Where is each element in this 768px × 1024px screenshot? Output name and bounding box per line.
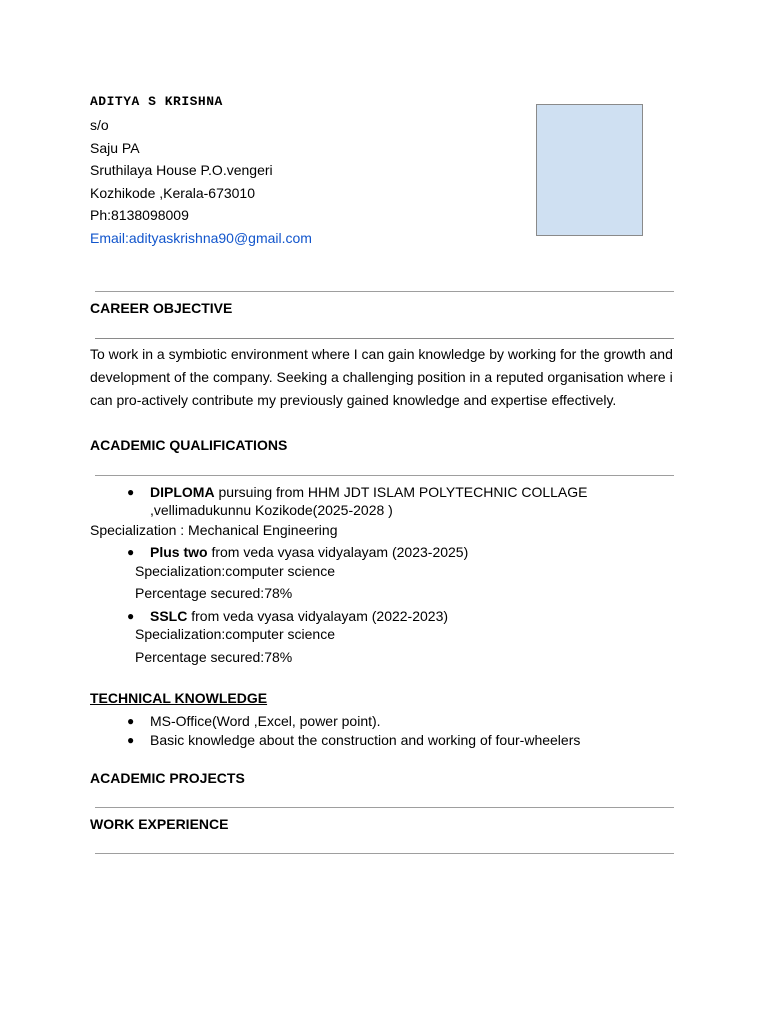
- plustwo-title: Plus two: [150, 544, 208, 560]
- bullet-icon: ●: [127, 714, 135, 728]
- technical-item: MS-Office(Word ,Excel, power point).: [150, 713, 381, 729]
- diploma-line: [150, 484, 587, 500]
- photo-placeholder: [536, 104, 643, 236]
- bullet-icon: ●: [127, 545, 135, 559]
- address-house: Sruthilaya House P.O.vengeri: [90, 162, 273, 178]
- divider: [95, 807, 674, 808]
- sslc-percentage: Percentage secured:78%: [135, 649, 293, 665]
- plustwo-line: [150, 544, 468, 560]
- sslc-line: [150, 608, 448, 624]
- sslc-specialization: Specialization:computer science: [135, 626, 335, 642]
- diploma-location: ,vellimadukunnu Kozikode(2025-2028 ): [150, 502, 393, 518]
- sslc-institution: from veda vyasa vidyalayam (2022-2023): [187, 608, 449, 624]
- address-city: Kozhikode ,Kerala-673010: [90, 185, 256, 201]
- relation-line: s/o: [90, 117, 109, 133]
- email-link[interactable]: Email:adityaskrishna90@gmail.com: [90, 230, 312, 246]
- divider: [95, 853, 674, 854]
- technical-item: Basic knowledge about the construction and working of four-wheelers: [150, 732, 581, 748]
- plustwo-specialization: Specialization:computer science: [135, 563, 335, 579]
- bullet-icon: ●: [127, 609, 135, 623]
- candidate-name: ADITYA S KRISHNA: [90, 94, 223, 109]
- divider: [95, 291, 674, 292]
- bullet-icon: ●: [127, 733, 135, 747]
- career-objective-text: To work in a symbiotic environment where I can gain knowledge by working for the growth and development of the company. Seeking a challenging position in a reputed organisation where i can pro-actively contribute my previously gained knowledge and expertise effectively.: [90, 346, 673, 408]
- father-name: Saju PA: [90, 140, 140, 156]
- phone-number: Ph:8138098009: [90, 207, 189, 223]
- diploma-institution: pursuing from HHM JDT ISLAM POLYTECHNIC COLLAGE: [214, 484, 588, 500]
- divider: [95, 475, 674, 476]
- diploma-title: DIPLOMA: [150, 484, 215, 500]
- plustwo-percentage: Percentage secured:78%: [135, 585, 293, 601]
- academic-qualifications-heading: ACADEMIC QUALIFICATIONS: [90, 437, 288, 453]
- technical-knowledge-heading: TECHNICAL KNOWLEDGE: [90, 690, 268, 706]
- academic-projects-heading: ACADEMIC PROJECTS: [90, 770, 245, 786]
- sslc-title: SSLC: [150, 608, 188, 624]
- bullet-icon: ●: [127, 485, 135, 499]
- plustwo-institution: from veda vyasa vidyalayam (2023-2025): [207, 544, 469, 560]
- work-experience-heading: WORK EXPERIENCE: [90, 816, 229, 832]
- divider: [95, 338, 674, 339]
- career-objective-heading: CAREER OBJECTIVE: [90, 300, 233, 316]
- diploma-specialization: Specialization : Mechanical Engineering: [90, 522, 338, 538]
